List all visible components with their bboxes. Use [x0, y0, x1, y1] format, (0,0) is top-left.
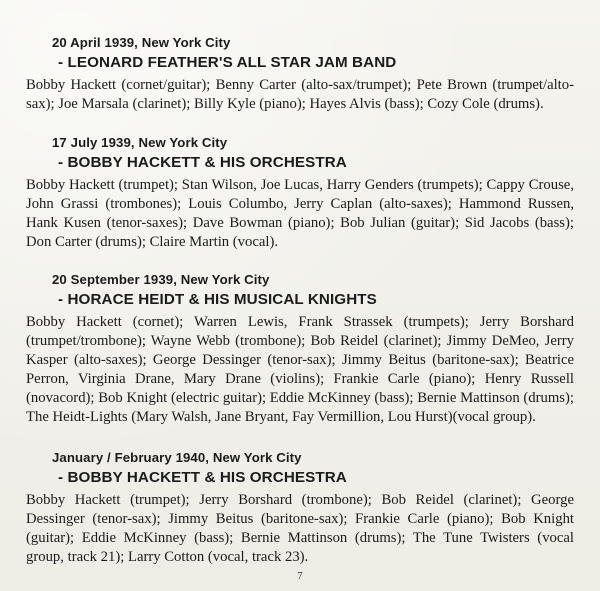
session-personnel: Bobby Hackett (cornet/guitar); Benny Carter (alto-sax/trumpet); Pete Brown (trumpet/alto-sax); Joe Marsala (clarinet); Billy Kyle (piano); Hayes Alvis (bass); Cozy Cole (drums).: [26, 76, 574, 112]
session-date: 20 April 1939, New York City: [52, 35, 231, 50]
session-band-name: - BOBBY HACKETT & HIS ORCHESTRA: [58, 153, 347, 171]
session-band-name: - HORACE HEIDT & HIS MUSICAL KNIGHTS: [58, 291, 377, 309]
session-band-name: - LEONARD FEATHER'S ALL STAR JAM BAND: [58, 53, 397, 71]
session-date: 20 September 1939, New York City: [52, 272, 270, 288]
session-date: January / February 1940, New York City: [52, 450, 302, 466]
session-date: 17 July 1939, New York City: [52, 134, 228, 150]
session-entry: [24, 34, 576, 114]
session-personnel: Bobby Hackett (cornet); Warren Lewis, Frank Strassek (trumpets); Jerry Borshard (trumpet/trombone); Wayne Webb (trombone); Bob Reidel (clarinet); Jimmy DeMeo, Jerry Kasper (alto-saxes); George Dessinger (tenor-sax); Jimmy Beitus (baritone-sax); Beatrice Perron, Virginia Drane, Mary Drane (violins); Frankie Carle (piano); Henry Russell (novacord); Bob Knight (electric guitar); Eddie McKinney (bass); Bernie Mattinson (drums); The Heidt-Lights (Mary Walsh, Jane Bryant, Fay Vermillion, Lou Hurst)(vocal group).: [26, 314, 574, 426]
session-personnel: Bobby Hackett (trumpet); Jerry Borshard (trombone); Bob Reidel (clarinet); George Dessinger (tenor-sax); Jimmy Beitus (baritone-sax); Frankie Carle (piano); Bob Knight (guitar); Eddie McKinney (bass); Bernie Mattinson (drums); The Tune Twisters (vocal group, track 21); Larry Cotton (vocal, track 23).: [26, 491, 574, 565]
page-number: 7: [297, 570, 303, 582]
session-band-name: - BOBBY HACKETT & HIS ORCHESTRA: [58, 468, 347, 486]
session-personnel: Bobby Hackett (trumpet); Stan Wilson, Joe Lucas, Harry Genders (trumpets); Cappy Crouse, John Grassi (trombones); Louis Columbo, Jerry Caplan (alto-saxes); Hammond Russen, Hank Kusen (tenor-saxes); Dave Bowman (piano); Bob Julian (guitar); Sid Jacobs (bass); Don Carter (drums); Claire Martin (vocal).: [26, 176, 574, 250]
session-entry: [24, 449, 576, 567]
session-entry: [24, 134, 576, 252]
session-entry: [24, 271, 576, 427]
